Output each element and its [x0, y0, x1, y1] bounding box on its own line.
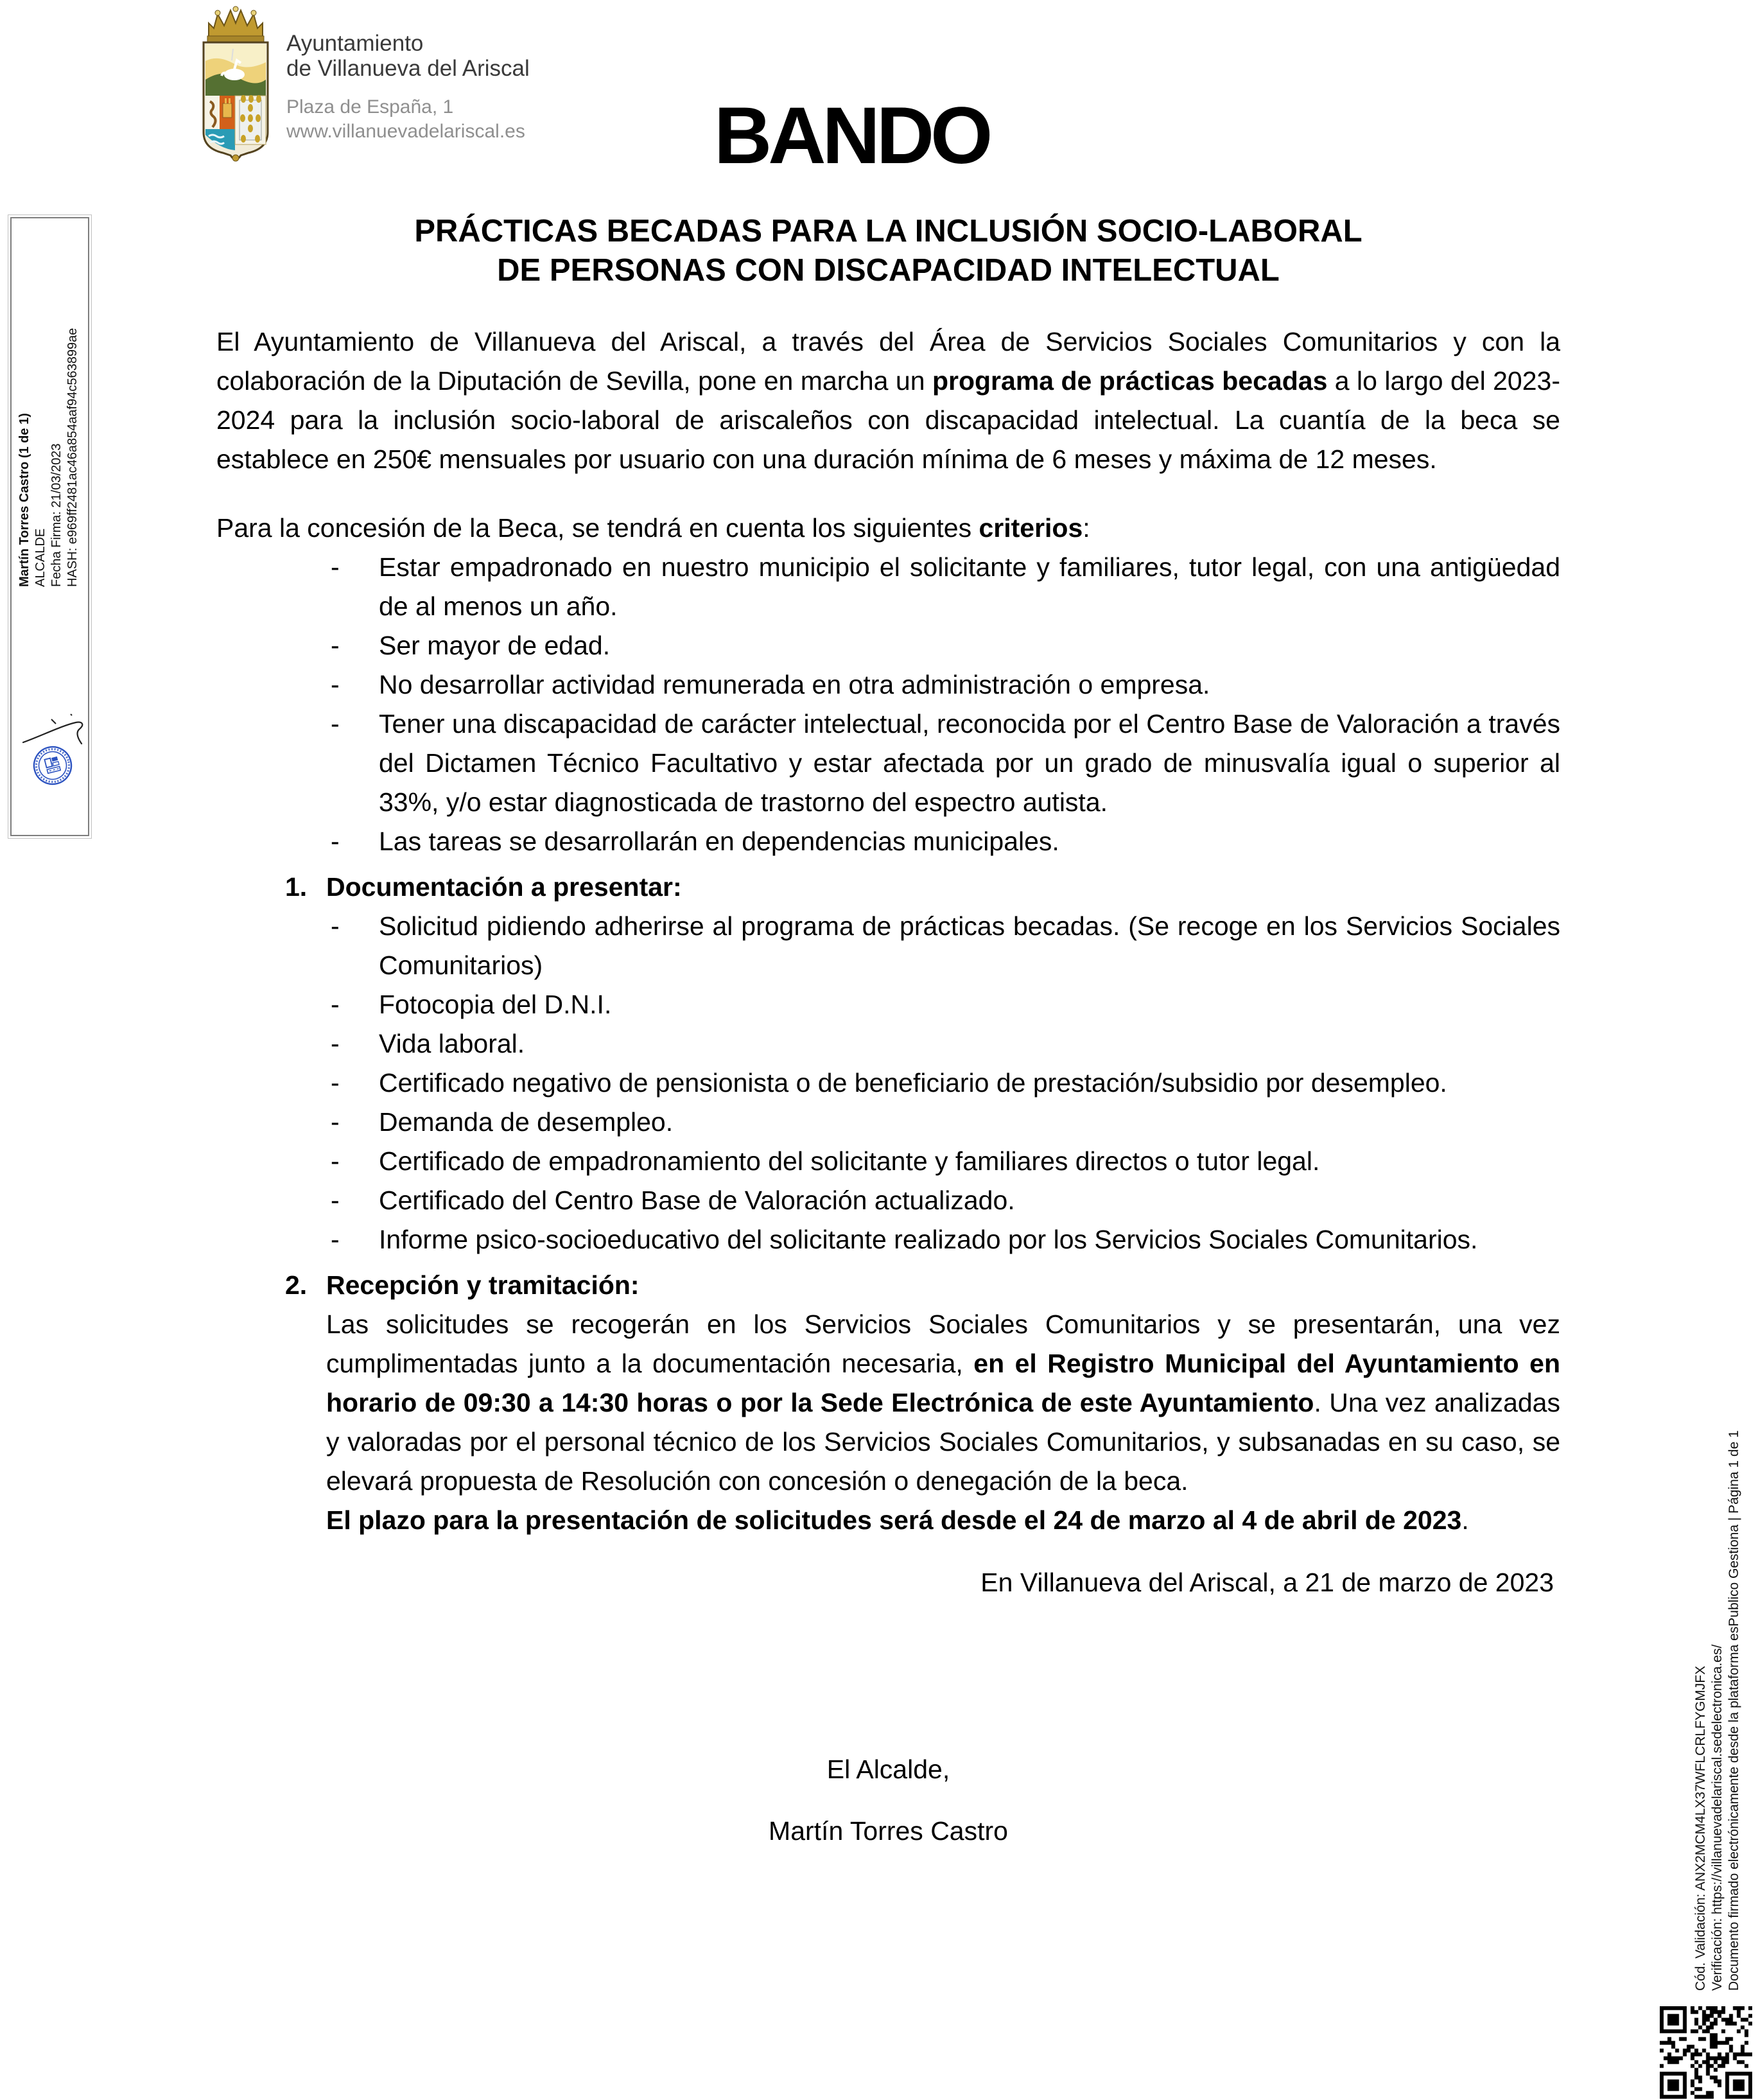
list-item: - Solicitud pidiendo adherirse al programa de prácticas becadas. (Se recoge en los Servicios Sociales Comunitarios) — [216, 907, 1560, 985]
org-line2: de Villanueva del Ariscal — [286, 56, 530, 81]
coat-of-arms-icon — [195, 4, 277, 164]
platform-page-line: Documento firmado electrónicamente desde la plataforma esPublico Gestiona | Página 1 de 1 — [1727, 1430, 1741, 1991]
dash-marker: - — [331, 1068, 340, 1098]
list-item: - Vida laboral. — [216, 1024, 1560, 1063]
dash-marker: - — [331, 827, 340, 856]
section2-heading — [216, 1266, 1560, 1305]
signature-date: Fecha Firma: 21/03/2023 — [49, 443, 64, 587]
validation-code-line: Cód. Validación: ANX2MCM4LX37WFLCRLFYGMJFX — [1693, 1665, 1708, 1991]
list-item: - Ser mayor de edad. — [216, 626, 1560, 665]
dash-marker: - — [331, 990, 340, 1019]
section1-heading — [216, 868, 1560, 907]
section2-number: 2. — [285, 1270, 308, 1300]
list-item: - No desarrollar actividad remunerada en otra administración o empresa. — [216, 665, 1560, 704]
dash-marker: - — [331, 1186, 340, 1215]
documents-list — [216, 907, 1560, 1259]
dash-marker: - — [331, 1107, 340, 1137]
list-item: - Tener una discapacidad de carácter intelectual, reconocida por el Centro Base de Valoración a través del Dictamen Técnico Facultativo y estar afectada por un grado de minusvalía igual o superior al 33%, y/o estar diagnosticada de trastorno del espectro autista. — [216, 704, 1560, 822]
dash-marker: - — [331, 911, 340, 941]
list-item: - Certificado de empadronamiento del solicitante y familiares directos o tutor legal. — [216, 1142, 1560, 1181]
org-name — [286, 31, 530, 81]
list-item: - Certificado del Centro Base de Valoración actualizado. — [216, 1181, 1560, 1220]
list-item: - Informe psico-socioeducativo del solicitante realizado por los Servicios Sociales Comunitarios. — [216, 1220, 1560, 1259]
intro-paragraph: El Ayuntamiento de Villanueva del Ariscal, a través del Área de Servicios Sociales Comunitarios y con la colaboración de la Diputación de Sevilla, pone en marcha un programa de prácticas becadas a lo largo del 2023-2024 para la inclusión socio-laboral de ariscaleños con discapacidad intelectual. La cuantía de la beca se establece en 250€ mensuales por usuario con una duración mínima de 6 meses y máxima de 12 meses. — [216, 327, 1560, 474]
document-title — [216, 212, 1560, 290]
dash-marker: - — [331, 1146, 340, 1176]
section1-number: 1. — [285, 872, 308, 902]
org-address: Plaza de España, 1 — [286, 96, 454, 118]
criteria-lead-paragraph: Para la concesión de la Beca, se tendrá en cuenta los siguientes criterios: — [216, 513, 1090, 543]
signer-name: Martín Torres Castro — [769, 1816, 1008, 1846]
signer-stamp-name: Martín Torres Castro (1 de 1) — [17, 413, 31, 587]
criteria-list — [216, 548, 1560, 861]
list-item: - Las tareas se desarrollarán en dependencias municipales. — [216, 822, 1560, 861]
dash-marker: - — [331, 1029, 340, 1058]
signature-hash: HASH: e969ff2481ac46a854aaf94c563899ae — [65, 328, 80, 587]
list-item: - Fotocopia del D.N.I. — [216, 985, 1560, 1024]
qr-code — [1660, 2006, 1752, 2099]
dash-marker: - — [331, 631, 340, 660]
section2-heading-text: Recepción y tramitación: — [326, 1270, 640, 1300]
section2-paragraph: Las solicitudes se recogerán en los Servicios Sociales Comunitarios y se presentarán, una vez cumplimentadas junto a la documentación necesaria, en el Registro Municipal del Ayuntamiento en horario de 09:30 a 14:30 horas o por la Sede Electrónica de este Ayuntamiento. Una vez analizadas y valoradas por el personal técnico de los Servicios Sociales Comunitarios, y subsanadas en su caso, se elevará propuesta de Resolución con concesión o denegación de la beca. — [326, 1309, 1560, 1496]
section1-heading-text: Documentación a presentar: — [326, 872, 682, 902]
place-date-line: En Villanueva del Ariscal, a 21 de marzo de 2023 — [980, 1568, 1554, 1597]
title-line1: PRÁCTICAS BECADAS PARA LA INCLUSIÓN SOCIO-LABORAL — [414, 214, 1362, 249]
main-content — [216, 212, 1560, 1851]
list-item: - Certificado negativo de pensionista o de beneficiario de prestación/subsidio por desempleo. — [216, 1063, 1560, 1103]
dash-marker: - — [331, 670, 340, 699]
dash-marker: - — [331, 1225, 340, 1254]
signature-block — [216, 1750, 1560, 1851]
list-item: - Demanda de desempleo. — [216, 1103, 1560, 1142]
verification-url-line: Verificación: https://villanuevadelariscal.sedelectronica.es/ — [1710, 1644, 1725, 1991]
dash-marker: - — [331, 709, 340, 739]
dash-marker: - — [331, 552, 340, 582]
digital-signature-lines — [17, 270, 81, 587]
list-item: - Estar empadronado en nuestro municipio el solicitante y familiares, tutor legal, con una antigüedad de al menos un año. — [216, 548, 1560, 626]
validation-caption — [1693, 1292, 1743, 1991]
deadline-paragraph: El plazo para la presentación de solicitudes será desde el 24 de marzo al 4 de abril de 2023. — [326, 1505, 1469, 1535]
org-website: www.villanuevadelariscal.es — [286, 121, 525, 142]
digital-signature-box — [10, 217, 89, 836]
title-line2: DE PERSONAS CON DISCAPACIDAD INTELECTUAL — [497, 253, 1280, 288]
org-line1: Ayuntamiento — [286, 31, 424, 56]
signer-stamp-role: ALCALDE — [33, 528, 48, 587]
org-contact — [286, 95, 525, 144]
document-type-heading: BANDO — [714, 91, 989, 180]
signer-role: El Alcalde, — [826, 1754, 950, 1784]
